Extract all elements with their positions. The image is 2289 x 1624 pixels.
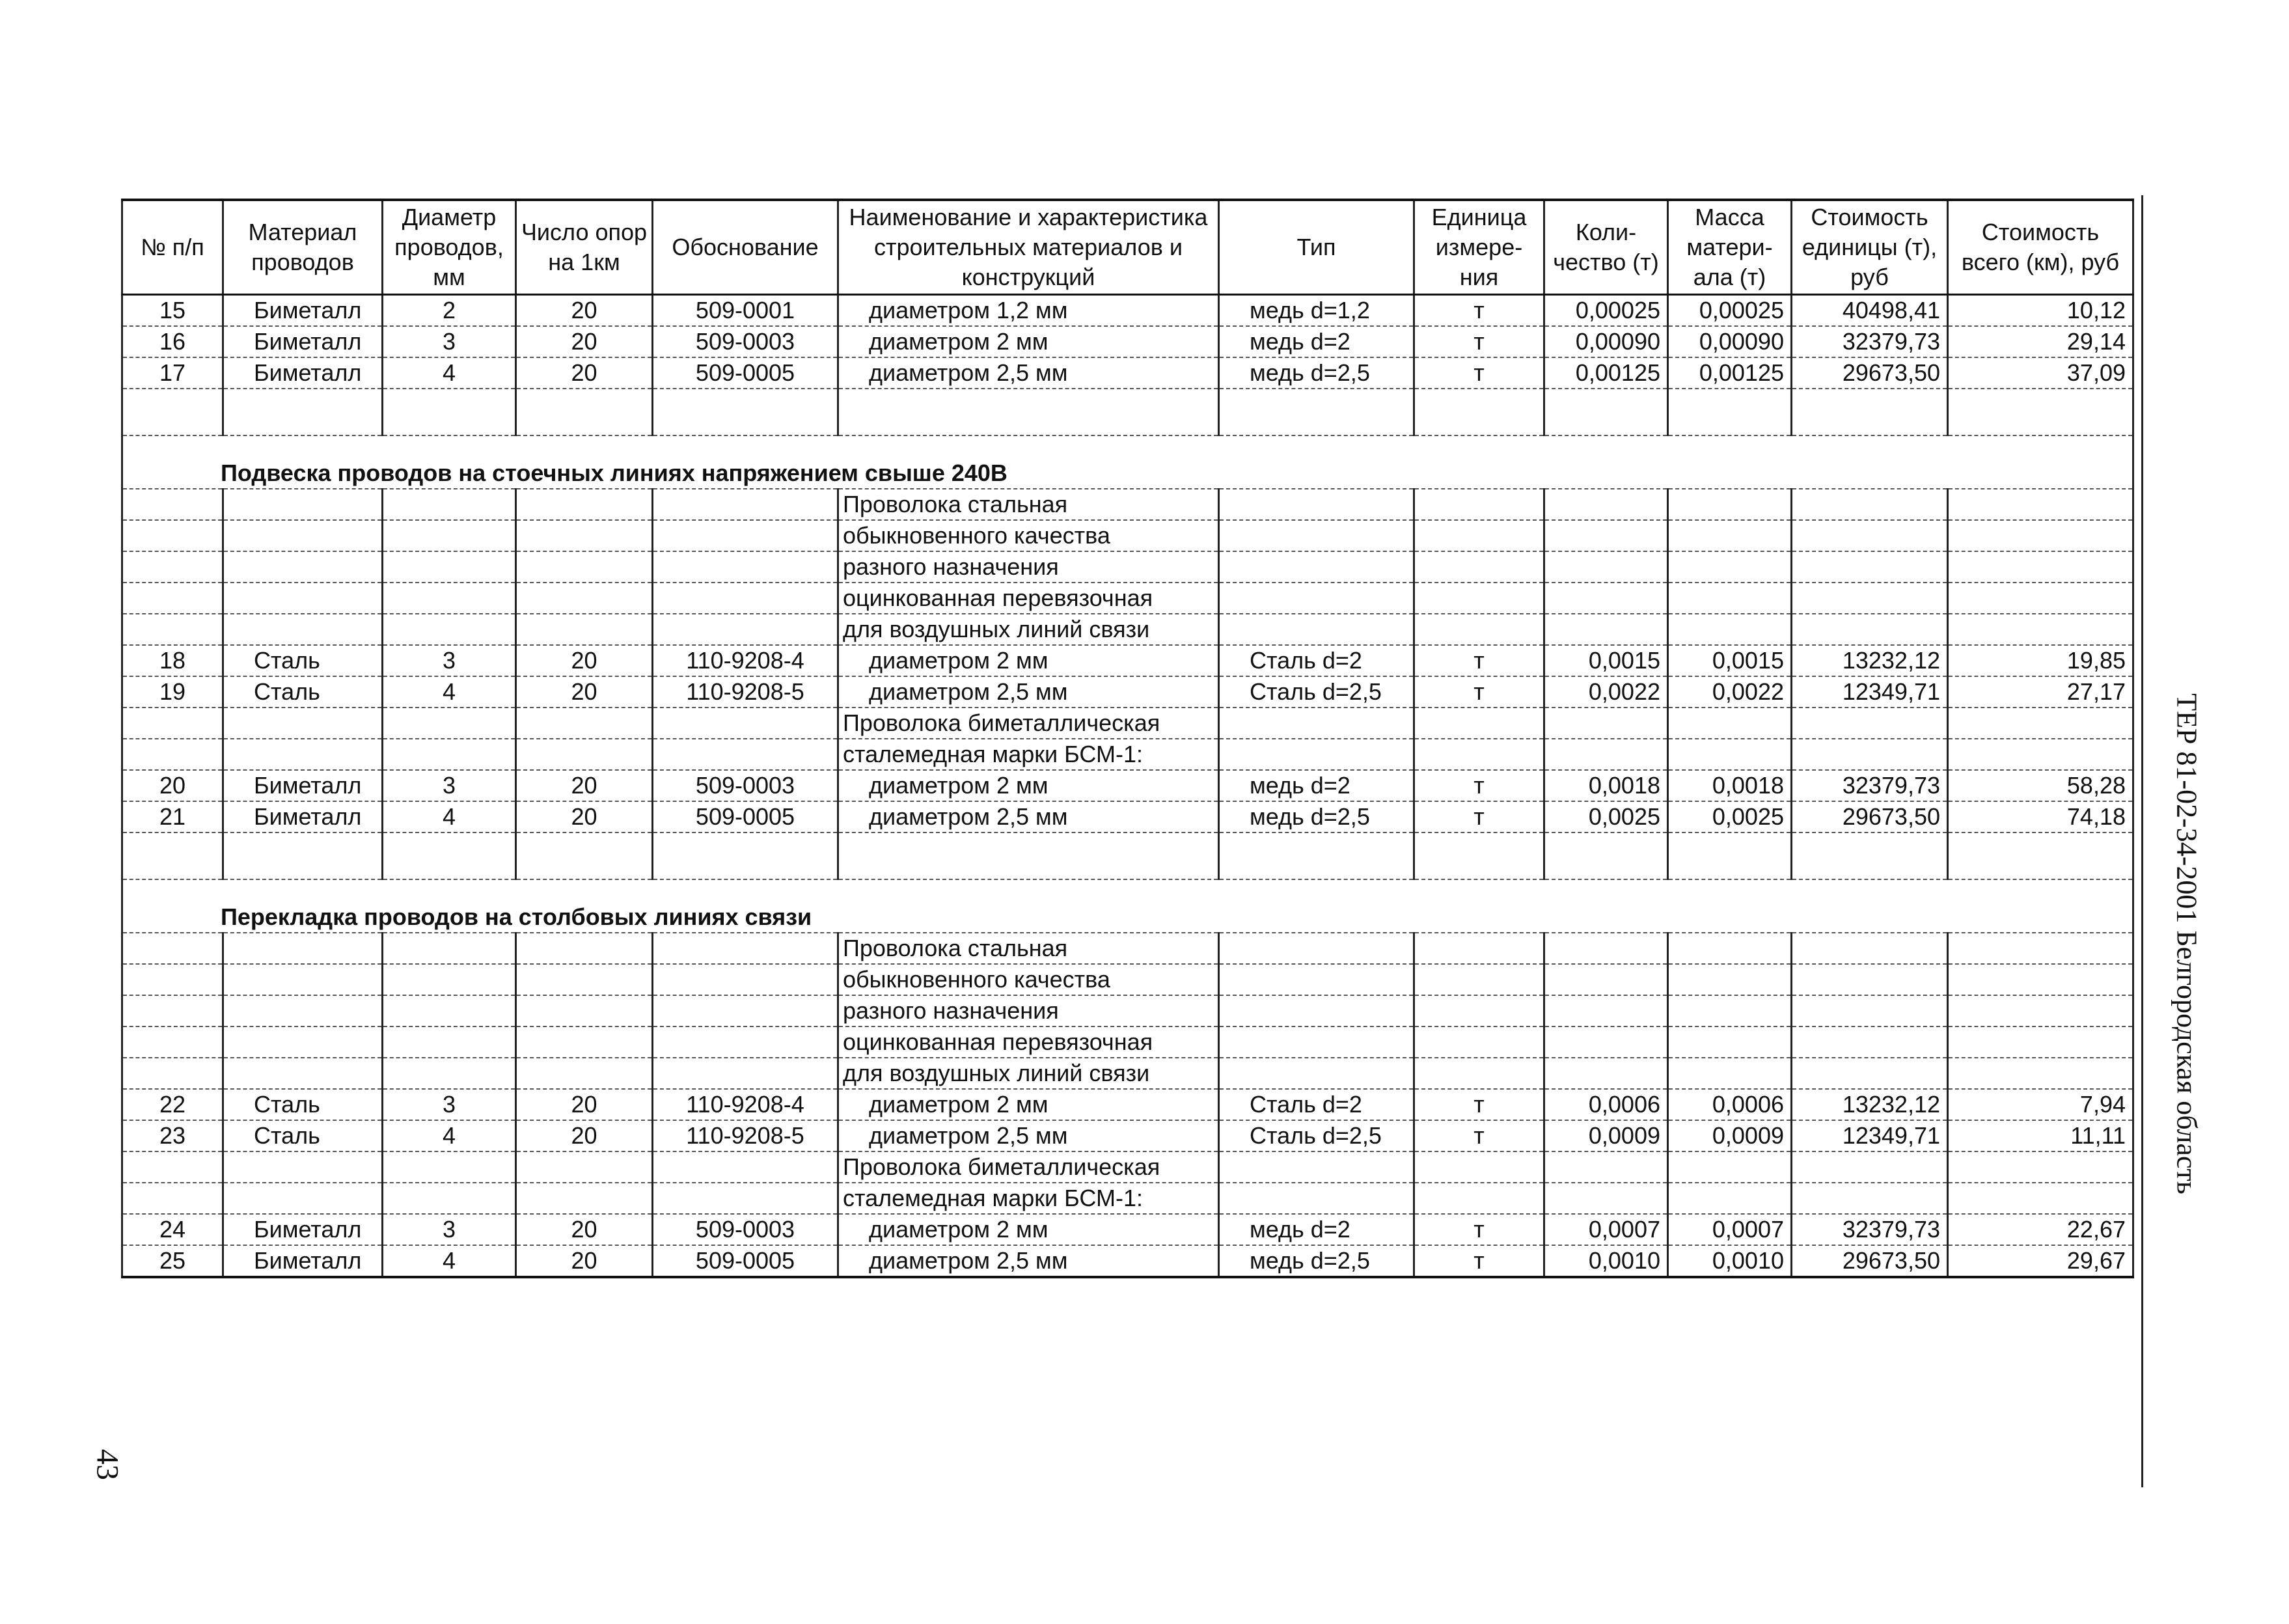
cell-num: 19	[122, 676, 223, 708]
cell-material: Сталь	[223, 645, 383, 676]
cell-qty: 0,00025	[1544, 295, 1668, 327]
header-basis: Обоснование	[653, 200, 838, 295]
cell-unit: т	[1414, 770, 1544, 801]
cell-diameter: 4	[383, 676, 516, 708]
cell-supports: 20	[516, 295, 653, 327]
cell-unit: т	[1414, 801, 1544, 833]
cell-basis: 509-0005	[653, 357, 838, 389]
cell-num: 17	[122, 357, 223, 389]
cell-name: диаметром 1,2 мм	[838, 295, 1219, 327]
cell-unit: т	[1414, 1214, 1544, 1245]
header-qty: Коли-чество (т)	[1544, 200, 1668, 295]
cell-basis: 509-0005	[653, 801, 838, 833]
cell-diameter: 2	[383, 295, 516, 327]
cell-supports: 20	[516, 1214, 653, 1245]
cell-supports: 20	[516, 801, 653, 833]
note-steel-2: обыкновенного качества	[838, 520, 1219, 551]
header-total-cost: Стоимость всего (км), руб	[1948, 200, 2133, 295]
header-unit: Единица измере-ния	[1414, 200, 1544, 295]
cell-unit-cost: 29673,50	[1792, 1245, 1948, 1277]
cell-diameter: 3	[383, 1089, 516, 1120]
cell-mass: 0,0025	[1668, 801, 1792, 833]
note-steel-3: разного назначения	[838, 551, 1219, 583]
cell-name: диаметром 2,5 мм	[838, 1120, 1219, 1151]
header-type: Тип	[1219, 200, 1414, 295]
note-bimetal-2: сталемедная марки БСМ-1:	[838, 1183, 1219, 1214]
table-row	[122, 357, 2133, 389]
section-row	[122, 879, 2133, 933]
cell-unit: т	[1414, 1245, 1544, 1277]
header-unit-cost: Стоимость единицы (т), руб	[1792, 200, 1948, 295]
cell-basis: 110-9208-4	[653, 645, 838, 676]
header-mass: Масса матери-ала (т)	[1668, 200, 1792, 295]
materials-table-sheet	[121, 199, 2132, 1278]
cell-total-cost: 7,94	[1948, 1089, 2133, 1120]
cell-type: медь d=2	[1219, 326, 1414, 357]
cell-total-cost: 29,67	[1948, 1245, 2133, 1277]
cell-diameter: 3	[383, 645, 516, 676]
note-row	[122, 1183, 2133, 1214]
cell-material: Сталь	[223, 676, 383, 708]
cell-diameter: 3	[383, 326, 516, 357]
note-steel-1: Проволока стальная	[838, 933, 1219, 964]
cell-unit-cost: 32379,73	[1792, 770, 1948, 801]
cell-type: медь d=1,2	[1219, 295, 1414, 327]
note-row	[122, 551, 2133, 583]
cell-basis: 509-0005	[653, 1245, 838, 1277]
table-row	[122, 326, 2133, 357]
note-row	[122, 1026, 2133, 1058]
cell-basis: 110-9208-4	[653, 1089, 838, 1120]
cell-qty: 0,00125	[1544, 357, 1668, 389]
cell-mass: 0,0010	[1668, 1245, 1792, 1277]
cell-mass: 0,0022	[1668, 676, 1792, 708]
cell-unit: т	[1414, 1089, 1544, 1120]
cell-total-cost: 74,18	[1948, 801, 2133, 833]
cell-name: диаметром 2,5 мм	[838, 801, 1219, 833]
cell-material: Биметалл	[223, 357, 383, 389]
table-row	[122, 1214, 2133, 1245]
header-name: Наименование и характеристика строительных материалов и конструкций	[838, 200, 1219, 295]
cell-num: 21	[122, 801, 223, 833]
cell-type: медь d=2,5	[1219, 357, 1414, 389]
cell-unit: т	[1414, 676, 1544, 708]
cell-qty: 0,0025	[1544, 801, 1668, 833]
cell-mass: 0,0009	[1668, 1120, 1792, 1151]
cell-unit: т	[1414, 1120, 1544, 1151]
cell-unit: т	[1414, 326, 1544, 357]
cell-num: 16	[122, 326, 223, 357]
header-material: Материал проводов	[223, 200, 383, 295]
cell-basis: 110-9208-5	[653, 676, 838, 708]
section-row	[122, 435, 2133, 489]
materials-table	[121, 199, 2134, 1278]
table-row	[122, 1120, 2133, 1151]
cell-name: диаметром 2,5 мм	[838, 357, 1219, 389]
cell-type: медь d=2,5	[1219, 1245, 1414, 1277]
cell-total-cost: 19,85	[1948, 645, 2133, 676]
cell-material: Биметалл	[223, 295, 383, 327]
cell-qty: 0,0009	[1544, 1120, 1668, 1151]
table-row	[122, 676, 2133, 708]
margin-rule-line	[2141, 195, 2143, 1487]
cell-unit-cost: 29673,50	[1792, 357, 1948, 389]
note-row	[122, 933, 2133, 964]
cell-total-cost: 22,67	[1948, 1214, 2133, 1245]
page-number: 43	[90, 1449, 125, 1480]
cell-num: 22	[122, 1089, 223, 1120]
cell-diameter: 3	[383, 770, 516, 801]
note-bimetal-1: Проволока биметаллическая	[838, 1151, 1219, 1183]
document-side-title: ТЕР 81-02-34-2001 Белгородская область	[2171, 693, 2203, 1194]
note-row	[122, 614, 2133, 645]
note-steel-5: для воздушных линий связи	[838, 1058, 1219, 1089]
cell-mass: 0,00090	[1668, 326, 1792, 357]
note-steel-1: Проволока стальная	[838, 489, 1219, 520]
cell-num: 18	[122, 645, 223, 676]
cell-diameter: 4	[383, 1120, 516, 1151]
cell-name: диаметром 2 мм	[838, 770, 1219, 801]
cell-qty: 0,0006	[1544, 1089, 1668, 1120]
cell-basis: 509-0003	[653, 326, 838, 357]
table-row	[122, 295, 2133, 327]
spacer-row	[122, 833, 2133, 879]
cell-diameter: 4	[383, 801, 516, 833]
section-title-relaying: Перекладка проводов на столбовых линиях связи	[122, 879, 2133, 933]
header-diameter: Диаметр проводов, мм	[383, 200, 516, 295]
note-row	[122, 995, 2133, 1026]
cell-name: диаметром 2 мм	[838, 645, 1219, 676]
section-title-suspension: Подвеска проводов на стоечных линиях напряжением свыше 240В	[122, 435, 2133, 489]
cell-num: 23	[122, 1120, 223, 1151]
cell-qty: 0,00090	[1544, 326, 1668, 357]
cell-material: Биметалл	[223, 1214, 383, 1245]
table-row	[122, 801, 2133, 833]
note-row	[122, 708, 2133, 739]
note-bimetal-2: сталемедная марки БСМ-1:	[838, 739, 1219, 770]
note-steel-5: для воздушных линий связи	[838, 614, 1219, 645]
cell-basis: 509-0003	[653, 770, 838, 801]
cell-type: Сталь d=2	[1219, 645, 1414, 676]
header-supports: Число опор на 1км	[516, 200, 653, 295]
header-num: № п/п	[122, 200, 223, 295]
cell-name: диаметром 2 мм	[838, 326, 1219, 357]
note-steel-4: оцинкованная перевязочная	[838, 583, 1219, 614]
cell-type: Сталь d=2,5	[1219, 1120, 1414, 1151]
note-row	[122, 964, 2133, 995]
cell-total-cost: 37,09	[1948, 357, 2133, 389]
cell-type: медь d=2	[1219, 1214, 1414, 1245]
cell-mass: 0,0018	[1668, 770, 1792, 801]
cell-qty: 0,0007	[1544, 1214, 1668, 1245]
cell-mass: 0,0015	[1668, 645, 1792, 676]
table-row	[122, 645, 2133, 676]
cell-type: Сталь d=2	[1219, 1089, 1414, 1120]
cell-unit-cost: 29673,50	[1792, 801, 1948, 833]
cell-material: Биметалл	[223, 770, 383, 801]
cell-num: 15	[122, 295, 223, 327]
cell-material: Биметалл	[223, 801, 383, 833]
note-row	[122, 489, 2133, 520]
cell-material: Сталь	[223, 1089, 383, 1120]
cell-total-cost: 11,11	[1948, 1120, 2133, 1151]
cell-name: диаметром 2 мм	[838, 1089, 1219, 1120]
cell-total-cost: 27,17	[1948, 676, 2133, 708]
cell-mass: 0,00025	[1668, 295, 1792, 327]
table-header-row	[122, 200, 2133, 295]
cell-mass: 0,0006	[1668, 1089, 1792, 1120]
table-row	[122, 1245, 2133, 1277]
cell-supports: 20	[516, 676, 653, 708]
cell-type: Сталь d=2,5	[1219, 676, 1414, 708]
cell-supports: 20	[516, 1120, 653, 1151]
cell-unit: т	[1414, 295, 1544, 327]
cell-total-cost: 58,28	[1948, 770, 2133, 801]
cell-type: медь d=2	[1219, 770, 1414, 801]
note-bimetal-1: Проволока биметаллическая	[838, 708, 1219, 739]
note-steel-4: оцинкованная перевязочная	[838, 1026, 1219, 1058]
cell-qty: 0,0018	[1544, 770, 1668, 801]
cell-num: 20	[122, 770, 223, 801]
cell-diameter: 3	[383, 1214, 516, 1245]
cell-material: Биметалл	[223, 326, 383, 357]
table-row	[122, 770, 2133, 801]
cell-qty: 0,0015	[1544, 645, 1668, 676]
cell-name: диаметром 2,5 мм	[838, 676, 1219, 708]
cell-material: Биметалл	[223, 1245, 383, 1277]
cell-name: диаметром 2 мм	[838, 1214, 1219, 1245]
cell-unit: т	[1414, 645, 1544, 676]
cell-unit-cost: 12349,71	[1792, 676, 1948, 708]
note-row	[122, 1151, 2133, 1183]
note-row	[122, 739, 2133, 770]
cell-total-cost: 29,14	[1948, 326, 2133, 357]
note-steel-2: обыкновенного качества	[838, 964, 1219, 995]
cell-supports: 20	[516, 326, 653, 357]
cell-unit-cost: 32379,73	[1792, 326, 1948, 357]
note-row	[122, 1058, 2133, 1089]
note-steel-3: разного назначения	[838, 995, 1219, 1026]
table-row	[122, 1089, 2133, 1120]
cell-basis: 110-9208-5	[653, 1120, 838, 1151]
cell-qty: 0,0022	[1544, 676, 1668, 708]
cell-num: 24	[122, 1214, 223, 1245]
cell-num: 25	[122, 1245, 223, 1277]
cell-qty: 0,0010	[1544, 1245, 1668, 1277]
cell-unit-cost: 12349,71	[1792, 1120, 1948, 1151]
cell-unit-cost: 13232,12	[1792, 1089, 1948, 1120]
spacer-row	[122, 389, 2133, 435]
cell-unit: т	[1414, 357, 1544, 389]
cell-unit-cost: 13232,12	[1792, 645, 1948, 676]
cell-type: медь d=2,5	[1219, 801, 1414, 833]
cell-total-cost: 10,12	[1948, 295, 2133, 327]
cell-mass: 0,0007	[1668, 1214, 1792, 1245]
cell-unit-cost: 32379,73	[1792, 1214, 1948, 1245]
cell-basis: 509-0001	[653, 295, 838, 327]
cell-name: диаметром 2,5 мм	[838, 1245, 1219, 1277]
cell-material: Сталь	[223, 1120, 383, 1151]
note-row	[122, 583, 2133, 614]
cell-supports: 20	[516, 770, 653, 801]
cell-diameter: 4	[383, 1245, 516, 1277]
note-row	[122, 520, 2133, 551]
cell-diameter: 4	[383, 357, 516, 389]
cell-unit-cost: 40498,41	[1792, 295, 1948, 327]
cell-supports: 20	[516, 1089, 653, 1120]
cell-basis: 509-0003	[653, 1214, 838, 1245]
cell-supports: 20	[516, 357, 653, 389]
cell-supports: 20	[516, 645, 653, 676]
cell-mass: 0,00125	[1668, 357, 1792, 389]
cell-supports: 20	[516, 1245, 653, 1277]
